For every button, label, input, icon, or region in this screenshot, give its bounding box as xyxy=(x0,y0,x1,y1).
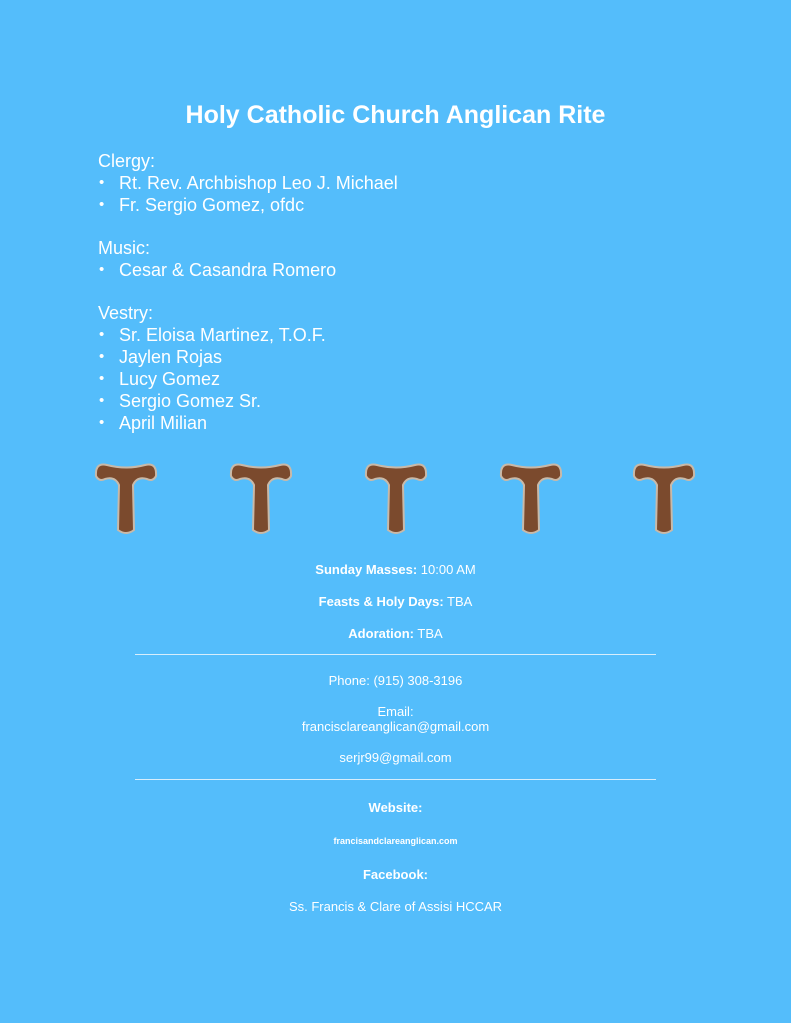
clergy-section xyxy=(98,150,398,216)
tau-cross-icon xyxy=(631,460,697,536)
website-label xyxy=(0,799,791,816)
email-primary[interactable]: francisclareanglican@gmail.com xyxy=(301,719,490,734)
list-item: • Rt. Rev. Archbishop Leo J. Michael xyxy=(98,172,398,194)
facebook-label xyxy=(0,866,791,883)
tau-cross-icon xyxy=(498,460,564,536)
adoration-line xyxy=(0,625,791,642)
sunday-masses-label: Sunday Masses: xyxy=(315,562,418,577)
list-item: • April Milian xyxy=(98,412,398,434)
feasts-line xyxy=(0,593,791,610)
tau-cross-icon xyxy=(363,460,429,536)
list-item: • Lucy Gomez xyxy=(98,368,398,390)
section-heading: Vestry: xyxy=(98,303,154,323)
page-title: Holy Catholic Church Anglican Rite xyxy=(185,101,606,129)
sunday-masses-line xyxy=(0,561,791,578)
feasts-label: Feasts & Holy Days: xyxy=(318,594,444,609)
email-label: Email: xyxy=(377,704,414,719)
list-item: • Sergio Gomez Sr. xyxy=(98,390,398,412)
sunday-masses-time: 10:00 AM xyxy=(420,562,476,577)
facebook-label-text: Facebook: xyxy=(362,867,428,882)
clergy-list xyxy=(98,172,398,216)
adoration-value: TBA xyxy=(417,626,443,641)
list-item: • Fr. Sergio Gomez, ofdc xyxy=(98,194,398,216)
feasts-value: TBA xyxy=(447,594,473,609)
email-secondary[interactable]: serjr99@gmail.com xyxy=(339,750,452,765)
website-label-text: Website: xyxy=(368,800,423,815)
staff-sections xyxy=(98,150,398,455)
music-list xyxy=(98,259,398,281)
tau-cross-row xyxy=(93,460,703,536)
vestry-section xyxy=(98,302,398,434)
phone-line: Phone: (915) 308-3196 xyxy=(328,673,463,688)
list-item: • Sr. Eloisa Martinez, T.O.F. xyxy=(98,324,398,346)
tau-cross-icon xyxy=(93,460,159,536)
vestry-list xyxy=(98,324,398,434)
divider xyxy=(135,654,656,655)
section-heading: Music: xyxy=(98,238,151,258)
music-section xyxy=(98,237,398,281)
list-item: • Jaylen Rojas xyxy=(98,346,398,368)
tau-cross-icon xyxy=(228,460,294,536)
facebook-link[interactable]: Ss. Francis & Clare of Assisi HCCAR xyxy=(288,899,503,914)
section-heading: Clergy: xyxy=(98,151,156,171)
divider xyxy=(135,779,656,780)
website-link[interactable]: francisandclareanglican.com xyxy=(333,836,458,846)
list-item: • Cesar & Casandra Romero xyxy=(98,259,398,281)
adoration-label: Adoration: xyxy=(348,626,415,641)
